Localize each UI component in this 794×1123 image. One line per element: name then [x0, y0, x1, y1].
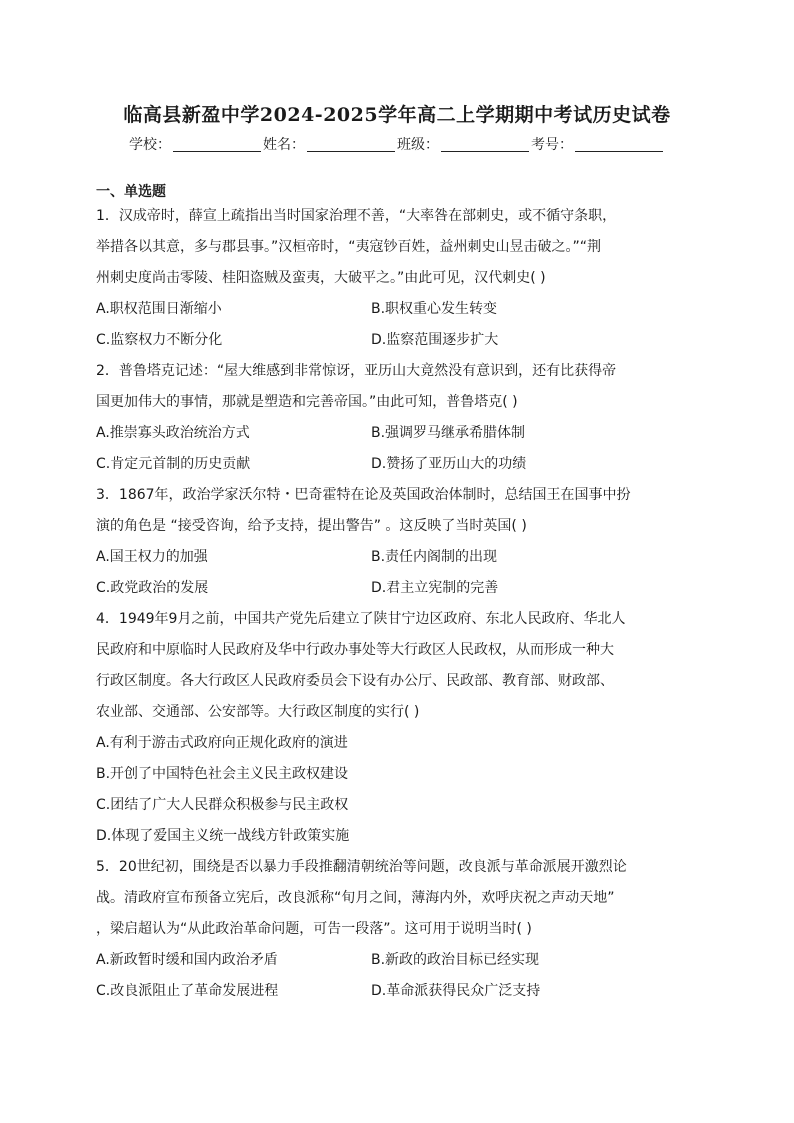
question-1 [96, 201, 696, 356]
question-options [96, 945, 696, 1007]
question-stem-line: 举措各以其意，多与郡县事。”汉桓帝时，“夷寇钞百姓，益州刺史山昱击破之。”“荆 [96, 239, 602, 255]
option-d: D.君主立宪制的完善 [371, 580, 499, 596]
option-b: B.强调罗马继承希腊体制 [371, 425, 526, 441]
question-stem-line: 民政府和中原临时人民政府及华中行政办事处等大行政区人民政权，从而形成一种大 [96, 642, 614, 658]
question-stem-line: 行政区制度。各大行政区人民政府委员会下设有办公厅、民政部、教育部、财政部、 [96, 673, 614, 689]
option-a: A.推崇寡头政治统治方式 [96, 425, 250, 441]
option-b: B.责任内阁制的出现 [371, 549, 498, 565]
question-options [96, 418, 696, 480]
option-d: D.体现了爱国主义统一战线方针政策实施 [96, 828, 350, 844]
exam-number-label: 考号： [531, 137, 573, 153]
option-c: C.改良派阻止了革命发展进程 [96, 983, 279, 999]
question-stem-line: 5．20世纪初，围绕是否以暴力手段推翻清朝统治等问题，改良派与革命派展开激烈论 [96, 859, 627, 875]
option-a: A.有利于游击式政府向正规化政府的演进 [96, 735, 348, 751]
school-blank [173, 137, 261, 152]
option-d: D.革命派获得民众广泛支持 [371, 983, 541, 999]
question-3 [96, 480, 696, 604]
exam-number-blank [575, 137, 663, 152]
option-a: A.国王权力的加强 [96, 549, 208, 565]
question-stem-line: 2．普鲁塔克记述：“屋大维感到非常惊讶，亚历山大竟然没有意识到，还有比获得帝 [96, 363, 617, 379]
class-label: 班级： [397, 137, 439, 153]
section-heading: 一、单选题 [96, 184, 166, 200]
question-stem-line: 3．1867年，政治学家沃尔特・巴奇霍特在论及英国政治体制时，总结国王在国事中扮 [96, 487, 631, 503]
question-5 [96, 852, 696, 1007]
question-options [96, 728, 696, 852]
question-stem-line: 农业部、交通部、公安部等。大行政区制度的实行( ) [96, 704, 420, 720]
question-stem-line: 战。清政府宣布预备立宪后，改良派称“旬月之间，薄海内外，欢呼庆祝之声动天地” [96, 890, 615, 906]
name-label: 姓名： [263, 137, 305, 153]
question-2 [96, 356, 696, 480]
question-stem-line: 演的角色是 “接受咨询，给予支持，提出警告” 。这反映了当时英国( ) [96, 518, 527, 534]
option-a: A.新政暂时缓和国内政治矛盾 [96, 952, 278, 968]
option-a: A.职权范围日渐缩小 [96, 301, 222, 317]
student-info-row [0, 134, 794, 154]
class-blank [441, 137, 529, 152]
name-blank [307, 137, 395, 152]
option-c: C.团结了广大人民群众积极参与民主政权 [96, 797, 349, 813]
question-stem-line: 国更加伟大的事情，那就是塑造和完善帝国。”由此可知，普鲁塔克( ) [96, 394, 518, 410]
question-stem-line: 州刺史度尚击零陵、桂阳盗贼及蛮夷，大破平之。”由此可见，汉代刺史( ) [96, 270, 546, 286]
question-stem-line: 1．汉成帝时，薛宣上疏指出当时国家治理不善，“大率咎在部刺史，或不循守条职， [96, 208, 617, 224]
option-c: C.政党政治的发展 [96, 580, 209, 596]
option-b: B.新政的政治目标已经实现 [371, 952, 540, 968]
question-4 [96, 604, 696, 852]
exam-title: 临高县新盈中学2024-2025学年高二上学期期中考试历史试卷 [123, 104, 671, 126]
questions-container [96, 201, 696, 1007]
question-options [96, 294, 696, 356]
option-c: C.监察权力不断分化 [96, 332, 223, 348]
question-options [96, 542, 696, 604]
question-stem-line: 4．1949年9月之前，中国共产党先后建立了陕甘宁边区政府、东北人民政府、华北人 [96, 611, 626, 627]
question-stem-line: ，梁启超认为“从此政治革命问题，可告一段落”。这可用于说明当时( ) [96, 921, 532, 937]
school-label: 学校： [129, 137, 171, 153]
option-d: D.赞扬了亚历山大的功绩 [371, 456, 527, 472]
option-c: C.肯定元首制的历史贡献 [96, 456, 251, 472]
option-b: B.职权重心发生转变 [371, 301, 498, 317]
option-d: D.监察范围逐步扩大 [371, 332, 499, 348]
option-b: B.开创了中国特色社会主义民主政权建设 [96, 766, 349, 782]
